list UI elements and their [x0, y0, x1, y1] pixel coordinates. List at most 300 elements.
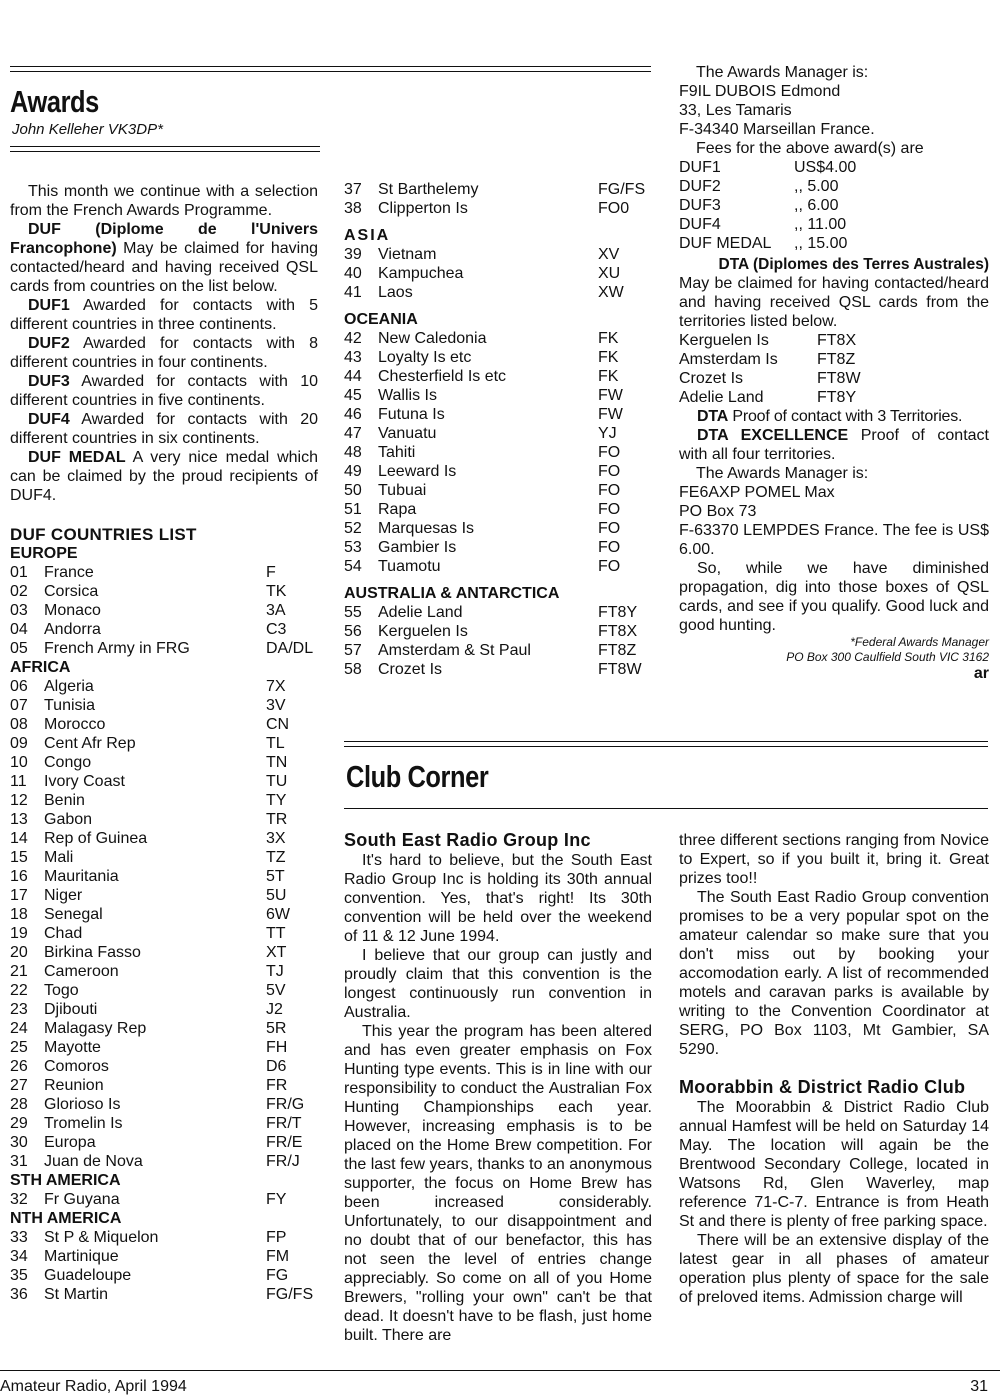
country-name: Morocco	[44, 716, 106, 733]
country-number: 08	[10, 716, 28, 733]
country-prefix: 3A	[266, 602, 286, 619]
country-row	[10, 1133, 318, 1152]
country-name: Fr Guyana	[44, 1191, 120, 1208]
country-name: Europa	[44, 1134, 96, 1151]
fee-value: ,, 5.00	[794, 178, 839, 195]
country-prefix: FY	[266, 1191, 287, 1208]
country-number: 19	[10, 925, 28, 942]
country-prefix: FR	[266, 1077, 288, 1094]
country-number: 03	[10, 602, 28, 619]
column-2	[344, 180, 650, 679]
country-row	[10, 886, 318, 905]
country-prefix: FT8X	[598, 623, 638, 640]
country-number: 15	[10, 849, 28, 866]
country-name: Martinique	[44, 1248, 119, 1265]
country-number: 43	[344, 349, 362, 366]
country-row	[344, 245, 650, 264]
country-row	[344, 348, 650, 367]
country-prefix: TN	[266, 754, 288, 771]
country-row	[10, 1266, 318, 1285]
country-row	[10, 1095, 318, 1114]
country-prefix: FP	[266, 1229, 287, 1246]
country-number: 41	[344, 284, 362, 301]
fee-value: ,, 15.00	[794, 235, 848, 252]
country-row	[344, 622, 650, 641]
duf-item-text: Awarded for contacts with 8 different countries in four continents.	[10, 335, 318, 371]
country-prefix: FW	[598, 387, 623, 404]
fee-label: DUF MEDAL	[679, 235, 772, 252]
country-name: St P & Miquelon	[44, 1229, 159, 1246]
country-row	[10, 810, 318, 829]
country-name: Togo	[44, 982, 79, 999]
country-name: Rep of Guinea	[44, 830, 148, 847]
country-name: Comoros	[44, 1058, 109, 1075]
country-row	[344, 641, 650, 660]
duf-item	[10, 372, 318, 410]
country-number: 38	[344, 200, 362, 217]
country-prefix: TU	[266, 773, 288, 790]
country-number: 37	[344, 181, 362, 198]
ausant-heading: AUSTRALIA & ANTARCTICA	[344, 585, 560, 602]
address-line: F9IL DUBOIS Edmond	[679, 83, 841, 100]
fees-list	[679, 158, 989, 253]
footer-rule	[0, 1370, 1000, 1371]
footer-publication: Amateur Radio, April 1994	[0, 1378, 187, 1395]
country-name: Vietnam	[378, 246, 437, 263]
country-prefix: FT8W	[598, 661, 642, 678]
country-number: 26	[10, 1058, 28, 1075]
address-line: FE6AXP POMEL Max	[679, 484, 835, 501]
country-number: 11	[10, 773, 27, 790]
country-row	[344, 462, 650, 481]
country-row	[344, 557, 650, 576]
countries-list-col2a	[344, 180, 650, 218]
fee-value: ,, 6.00	[794, 197, 839, 214]
country-row	[10, 943, 318, 962]
address-line: F-63370 LEMPDES France. The fee is US$ 6.00.	[679, 522, 989, 558]
country-row	[344, 443, 650, 462]
country-name: Marquesas Is	[378, 520, 475, 537]
country-number: 30	[10, 1134, 28, 1151]
country-row	[10, 734, 318, 753]
country-row	[10, 1057, 318, 1076]
country-number: 51	[344, 501, 362, 518]
country-row	[10, 620, 318, 639]
country-name: Gambier Is	[378, 539, 457, 556]
serg-paragraph: I believe that our group can justly and proudly claim that this convention is the longest continuously run convention in Australia.	[344, 947, 652, 1021]
duf-item-label: DUF3	[28, 373, 70, 390]
country-name: Birkina Fasso	[44, 944, 141, 961]
country-number: 06	[10, 678, 28, 695]
country-name: Niger	[44, 887, 83, 904]
country-prefix: FO	[598, 539, 621, 556]
duf-heading: DUF (Diplome de l'Univers Francophone)	[10, 221, 318, 257]
duf-item	[10, 410, 318, 448]
country-row	[344, 538, 650, 557]
club-title: Club Corner	[346, 759, 489, 794]
country-row	[10, 677, 318, 696]
country-row	[344, 424, 650, 443]
oceania-heading: OCEANIA	[344, 311, 418, 328]
territory-row	[679, 369, 989, 388]
country-name: Rapa	[378, 501, 417, 518]
country-prefix: TK	[266, 583, 287, 600]
country-prefix: XV	[598, 246, 620, 263]
footnote-1: *Federal Awards Manager	[850, 635, 989, 649]
country-row	[10, 848, 318, 867]
country-name: Leeward Is	[378, 463, 457, 480]
duf-items	[10, 296, 318, 505]
country-prefix: FR/G	[266, 1096, 305, 1113]
country-prefix: 3X	[266, 830, 286, 847]
country-prefix: FO	[598, 558, 621, 575]
fee-row	[679, 234, 989, 253]
country-number: 46	[344, 406, 362, 423]
country-name: Loyalty Is etc	[378, 349, 472, 366]
territory-row	[679, 350, 989, 369]
duf-item	[10, 448, 318, 505]
territory-row	[679, 331, 989, 350]
country-row	[10, 753, 318, 772]
country-name: Cameroon	[44, 963, 119, 980]
country-number: 45	[344, 387, 362, 404]
country-row	[10, 1285, 318, 1304]
country-prefix: 6W	[266, 906, 290, 923]
country-name: Reunion	[44, 1077, 104, 1094]
country-name: Chesterfield Is etc	[378, 368, 507, 385]
mdrc-paragraph: There will be an extensive display of the latest gear in all phases of amateur operation plus plenty of space for the sale of preloved items. Admission charge will	[679, 1232, 989, 1306]
country-number: 47	[344, 425, 362, 442]
country-number: 12	[10, 792, 28, 809]
country-prefix: FK	[598, 330, 619, 347]
country-prefix: 5T	[266, 868, 285, 885]
serg-heading: South East Radio Group Inc	[344, 830, 591, 850]
country-number: 18	[10, 906, 28, 923]
country-row	[10, 563, 318, 582]
country-row	[10, 696, 318, 715]
country-name: Ivory Coast	[44, 773, 125, 790]
country-prefix: TJ	[266, 963, 284, 980]
country-name: Corsica	[44, 583, 99, 600]
country-prefix: TZ	[266, 849, 286, 866]
country-prefix: XW	[598, 284, 624, 301]
fee-label: DUF1	[679, 159, 721, 176]
country-row	[344, 329, 650, 348]
territory-prefix: FT8X	[817, 332, 857, 349]
country-prefix: 5R	[266, 1020, 287, 1037]
country-prefix: J2	[266, 1001, 283, 1018]
address-line: PO Box 73	[679, 503, 757, 520]
country-prefix: TT	[266, 925, 286, 942]
country-prefix: FH	[266, 1039, 288, 1056]
country-prefix: DA/DL	[266, 640, 314, 657]
country-prefix: F	[266, 564, 276, 581]
country-number: 23	[10, 1001, 28, 1018]
country-prefix: FW	[598, 406, 623, 423]
duf-item-text: Awarded for contacts with 20 different countries in six continents.	[10, 411, 318, 447]
footnote-2: PO Box 300 Caulfield South VIC 3162	[786, 650, 989, 664]
address-line: F-34340 Marseillan France.	[679, 121, 875, 138]
country-row	[10, 1038, 318, 1057]
country-prefix: 3V	[266, 697, 286, 714]
country-number: 02	[10, 583, 28, 600]
country-row	[10, 791, 318, 810]
country-prefix: FG/FS	[266, 1286, 314, 1303]
country-number: 56	[344, 623, 362, 640]
country-name: Chad	[44, 925, 83, 942]
region-heading: STH AMERICA	[10, 1172, 121, 1189]
country-row	[344, 264, 650, 283]
list-title: DUF COUNTRIES LIST	[10, 525, 197, 544]
country-name: St Martin	[44, 1286, 109, 1303]
club-rule	[344, 741, 988, 747]
serg-paragraph: It's hard to believe, but the South East Radio Group Inc is holding its 30th annual convention. Yes, that's right! Its 30th convention will be held over the weekend of 11 & 12 June 1994.	[344, 852, 652, 945]
country-prefix: FO	[598, 444, 621, 461]
country-prefix: FR/E	[266, 1134, 303, 1151]
fee-row	[679, 158, 989, 177]
country-number: 50	[344, 482, 362, 499]
territory-name: Amsterdam Is	[679, 351, 778, 368]
column-1	[10, 182, 318, 1304]
country-number: 05	[10, 640, 28, 657]
country-prefix: YJ	[598, 425, 617, 442]
country-prefix: FK	[598, 368, 619, 385]
country-name: St Barthelemy	[378, 181, 479, 198]
fee-row	[679, 177, 989, 196]
country-number: 54	[344, 558, 362, 575]
country-name: Tahiti	[378, 444, 416, 461]
country-prefix: FO	[598, 482, 621, 499]
fee-label: DUF4	[679, 216, 721, 233]
country-prefix: FT8Y	[598, 604, 638, 621]
country-name: Tunisia	[44, 697, 95, 714]
country-number: 09	[10, 735, 28, 752]
country-name: Kampuchea	[378, 265, 464, 282]
country-row	[10, 1000, 318, 1019]
top-rule-left	[10, 66, 651, 72]
country-row	[344, 180, 650, 199]
country-number: 13	[10, 811, 28, 828]
country-row	[10, 981, 318, 1000]
country-name: Mauritania	[44, 868, 119, 885]
country-prefix: 5V	[266, 982, 286, 999]
country-number: 42	[344, 330, 362, 347]
fee-row	[679, 196, 989, 215]
country-number: 21	[10, 963, 28, 980]
country-number: 58	[344, 661, 362, 678]
country-prefix: TL	[266, 735, 285, 752]
mdrc-paragraph: The Moorabbin & District Radio Club annual Hamfest will be held on Saturday 14 May. The location will again be the Brentwood Secondary College, located in Watsons Rd, Glen Waverley, map reference 71-C-7. Entrance is from Heath St and there is plenty of free parking space.	[679, 1099, 989, 1230]
country-name: Guadeloupe	[44, 1267, 132, 1284]
country-number: 29	[10, 1115, 28, 1132]
mgr2-intro: The Awards Manager is:	[696, 465, 869, 482]
country-row	[344, 519, 650, 538]
serg-body	[344, 851, 652, 1345]
dta-excellence: DTA EXCELLENCE Proof of contact with all four territories.	[679, 427, 989, 463]
territory-name: Crozet Is	[679, 370, 744, 387]
country-prefix: XT	[266, 944, 287, 961]
country-number: 49	[344, 463, 362, 480]
country-name: Algeria	[44, 678, 94, 695]
country-prefix: C3	[266, 621, 287, 638]
byline: John Kelleher VK3DP*	[12, 121, 163, 138]
dta-proof: DTA Proof of contact with 3 Territories.	[697, 408, 963, 425]
country-row	[10, 1247, 318, 1266]
country-number: 22	[10, 982, 28, 999]
fees-intro: Fees for the above award(s) are	[696, 140, 924, 157]
duf-item-label: DUF MEDAL	[28, 449, 126, 466]
asia-list	[344, 245, 650, 302]
country-name: Djibouti	[44, 1001, 98, 1018]
country-prefix: FM	[266, 1248, 290, 1265]
duf-item-label: DUF4	[28, 411, 70, 428]
country-number: 28	[10, 1096, 28, 1113]
country-number: 57	[344, 642, 362, 659]
country-row	[10, 829, 318, 848]
country-row	[10, 962, 318, 981]
country-name: New Caledonia	[378, 330, 487, 347]
country-name: Tromelin Is	[44, 1115, 123, 1132]
duf-item-text: A very nice medal which can be claimed by the proud recipients of DUF4.	[10, 449, 318, 504]
page-title: Awards	[10, 84, 99, 119]
country-name: Kerguelen Is	[378, 623, 468, 640]
country-row	[10, 1152, 318, 1171]
country-row	[344, 500, 650, 519]
country-name: Futuna Is	[378, 406, 445, 423]
dta-paragraph: May be claimed for having contacted/heard and having received QSL cards from the territories listed below.	[679, 275, 989, 330]
country-row	[10, 867, 318, 886]
footer-page-number: 31	[970, 1378, 988, 1395]
country-number: 36	[10, 1286, 28, 1303]
country-number: 55	[344, 604, 362, 621]
country-name: Tubuai	[378, 482, 427, 499]
country-number: 39	[344, 246, 362, 263]
country-prefix: TR	[266, 811, 288, 828]
column-3	[679, 63, 989, 683]
country-row	[10, 601, 318, 620]
country-number: 04	[10, 621, 28, 638]
serg-continued: three different sections ranging from Novice to Expert, so if you built it, bring it. Great prizes too!!	[679, 832, 989, 887]
territory-name: Kerguelen Is	[679, 332, 769, 349]
country-row	[344, 405, 650, 424]
duf-item-label: DUF1	[28, 297, 70, 314]
country-number: 48	[344, 444, 362, 461]
country-row	[10, 905, 318, 924]
address-line: 33, Les Tamaris	[679, 102, 792, 119]
manager2-address	[679, 483, 989, 559]
country-name: Monaco	[44, 602, 101, 619]
country-name: Amsterdam & St Paul	[378, 642, 531, 659]
country-number: 40	[344, 265, 362, 282]
country-name: Crozet Is	[378, 661, 443, 678]
country-prefix: TY	[266, 792, 287, 809]
country-row	[10, 1114, 318, 1133]
country-number: 32	[10, 1191, 28, 1208]
country-name: Vanuatu	[378, 425, 437, 442]
country-number: 17	[10, 887, 28, 904]
country-number: 53	[344, 539, 362, 556]
mgr-intro: The Awards Manager is:	[696, 64, 869, 81]
country-row	[10, 924, 318, 943]
country-number: 01	[10, 564, 28, 581]
country-number: 35	[10, 1267, 28, 1284]
country-name: Benin	[44, 792, 85, 809]
end-mark: ar	[973, 665, 989, 682]
duf-paragraph: DUF (Diplome de l'Univers Francophone) May be claimed for having contacted/heard and having received QSL cards from countries on the list below.	[10, 221, 318, 295]
closing-paragraph: So, while we have diminished propagation, dig into those boxes of QSL cards, and see if you qualify. Good luck and good hunting.	[679, 560, 989, 634]
country-prefix: FG	[266, 1267, 289, 1284]
country-name: Mali	[44, 849, 74, 866]
country-number: 27	[10, 1077, 28, 1094]
country-prefix: FK	[598, 349, 619, 366]
country-number: 24	[10, 1020, 28, 1037]
country-row	[10, 1076, 318, 1095]
country-prefix: FT8Z	[598, 642, 637, 659]
territory-row	[679, 388, 989, 407]
fee-value: US$4.00	[794, 159, 857, 176]
serg-paragraph: This year the program has been altered and has even greater emphasis on Fox Hunting type events. This is in line with our responsibility to conduct the Australian Fox Hunting Championships each year. However, increasing emphasis is to be placed on the Home Brew competition. For the last few years, thanks to an anonymous supporter, the focus on Home Brew has been increased considerably. Unfortunately, to our disappointment and no doubt that of our benefactor, this has not seen the level of entries change appreciably. So come on all of you Home Brewers, "rolling your own" can't be that dead. It doesn't have to be flash, just home built. There are	[344, 1023, 652, 1344]
country-name: Clipperton Is	[378, 200, 468, 217]
ausant-list	[344, 603, 650, 679]
country-name: Gabon	[44, 811, 93, 828]
country-row	[344, 481, 650, 500]
country-number: 33	[10, 1229, 28, 1246]
territory-prefix: FT8Y	[817, 389, 857, 406]
fee-label: DUF2	[679, 178, 721, 195]
fee-label: DUF3	[679, 197, 721, 214]
country-number: 16	[10, 868, 28, 885]
country-prefix: FO0	[598, 200, 630, 217]
country-name: Laos	[378, 284, 413, 301]
byline-rule	[10, 146, 320, 152]
country-row	[344, 660, 650, 679]
country-row	[10, 639, 318, 658]
duf-item-text: Awarded for contacts with 10 different countries in five continents.	[10, 373, 318, 409]
fee-value: ,, 11.00	[794, 216, 847, 233]
country-name: Andorra	[44, 621, 101, 638]
region-heading: EUROPE	[10, 545, 78, 562]
country-row	[344, 603, 650, 622]
country-prefix: FO	[598, 520, 621, 537]
oceania-list	[344, 329, 650, 576]
dta-heading: DTA (Diplomes des Terres Australes)	[718, 256, 989, 273]
country-name: Senegal	[44, 906, 103, 923]
country-prefix: FO	[598, 463, 621, 480]
intro-paragraph: This month we continue with a selection from the French Awards Programme.	[10, 183, 318, 219]
country-name: Mayotte	[44, 1039, 101, 1056]
country-name: Malagasy Rep	[44, 1020, 147, 1037]
country-number: 20	[10, 944, 28, 961]
region-heading: AFRICA	[10, 659, 71, 676]
country-row	[10, 1228, 318, 1247]
country-name: Wallis Is	[378, 387, 437, 404]
country-number: 34	[10, 1248, 28, 1265]
duf-item-text: Awarded for contacts with 5 different countries in three continents.	[10, 297, 318, 333]
territory-name: Adelie Land	[679, 389, 764, 406]
country-number: 44	[344, 368, 362, 385]
country-row	[344, 199, 650, 218]
country-row	[344, 386, 650, 405]
country-number: 25	[10, 1039, 28, 1056]
country-prefix: FO	[598, 501, 621, 518]
country-number: 07	[10, 697, 28, 714]
country-name: Glorioso Is	[44, 1096, 121, 1113]
country-name: France	[44, 564, 94, 581]
country-name: Adelie Land	[378, 604, 463, 621]
country-name: Tuamotu	[378, 558, 441, 575]
country-row	[10, 1190, 318, 1209]
country-name: Congo	[44, 754, 92, 771]
